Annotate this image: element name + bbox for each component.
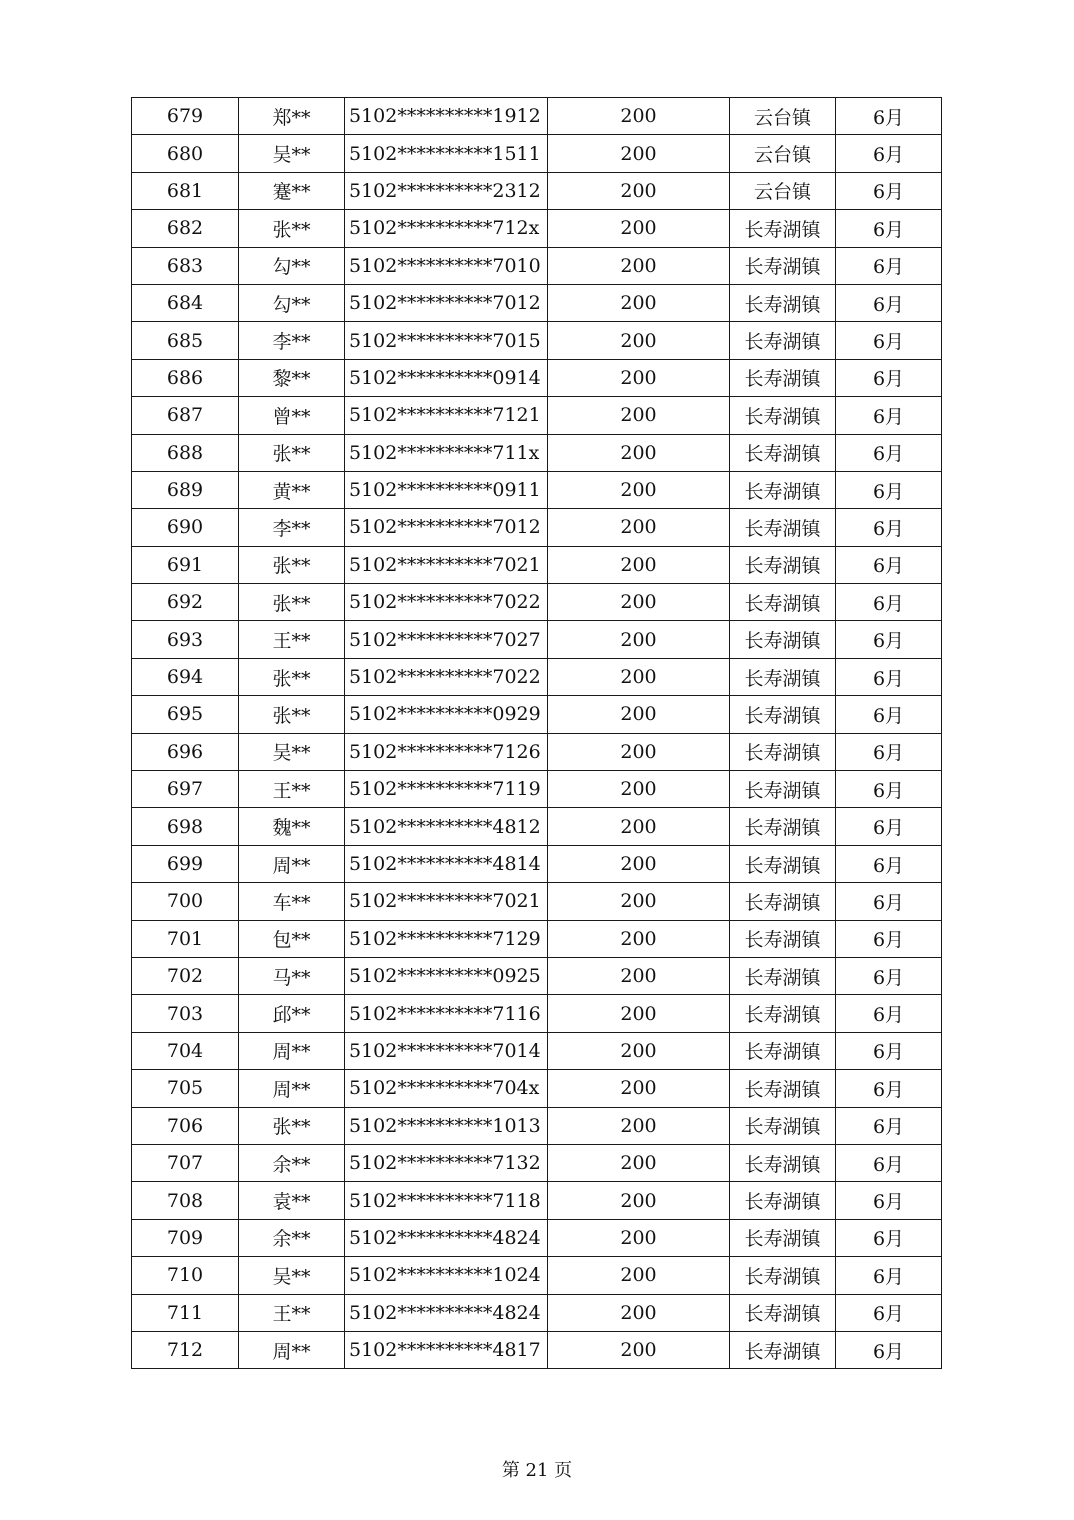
cell-index: 706 [132, 1107, 239, 1144]
cell-name: 王** [239, 621, 345, 658]
cell-name: 勾** [239, 247, 345, 284]
cell-id-number: 5102**********7126 [345, 733, 548, 770]
cell-index: 711 [132, 1294, 239, 1331]
cell-town: 长寿湖镇 [730, 1107, 836, 1144]
cell-town: 长寿湖镇 [730, 509, 836, 546]
cell-town: 长寿湖镇 [730, 546, 836, 583]
cell-town: 长寿湖镇 [730, 1070, 836, 1107]
cell-amount: 200 [548, 957, 730, 994]
cell-index: 685 [132, 322, 239, 359]
cell-amount: 200 [548, 135, 730, 172]
cell-amount: 200 [548, 621, 730, 658]
cell-month: 6月 [836, 1257, 942, 1294]
table-row [132, 509, 942, 546]
cell-month: 6月 [836, 995, 942, 1032]
cell-amount: 200 [548, 733, 730, 770]
cell-amount: 200 [548, 920, 730, 957]
cell-id-number: 5102**********7014 [345, 1032, 548, 1069]
cell-town: 长寿湖镇 [730, 845, 836, 882]
cell-index: 698 [132, 808, 239, 845]
cell-town: 云台镇 [730, 172, 836, 209]
cell-amount: 200 [548, 995, 730, 1032]
table-row [132, 247, 942, 284]
cell-amount: 200 [548, 284, 730, 321]
cell-index: 705 [132, 1070, 239, 1107]
cell-name: 余** [239, 1219, 345, 1256]
cell-town: 长寿湖镇 [730, 957, 836, 994]
cell-town: 长寿湖镇 [730, 434, 836, 471]
cell-index: 710 [132, 1257, 239, 1294]
cell-amount: 200 [548, 1219, 730, 1256]
table-row [132, 621, 942, 658]
table-row [132, 359, 942, 396]
cell-id-number: 5102**********712x [345, 210, 548, 247]
cell-town: 长寿湖镇 [730, 771, 836, 808]
cell-month: 6月 [836, 957, 942, 994]
cell-index: 708 [132, 1182, 239, 1219]
cell-name: 周** [239, 1032, 345, 1069]
cell-index: 695 [132, 696, 239, 733]
cell-index: 682 [132, 210, 239, 247]
cell-id-number: 5102**********2312 [345, 172, 548, 209]
cell-month: 6月 [836, 509, 942, 546]
cell-id-number: 5102**********4824 [345, 1294, 548, 1331]
cell-month: 6月 [836, 883, 942, 920]
data-table [131, 97, 942, 1369]
cell-name: 车** [239, 883, 345, 920]
cell-name: 马** [239, 957, 345, 994]
cell-id-number: 5102**********7118 [345, 1182, 548, 1219]
cell-id-number: 5102**********4812 [345, 808, 548, 845]
table-row [132, 845, 942, 882]
cell-town: 长寿湖镇 [730, 1219, 836, 1256]
cell-index: 686 [132, 359, 239, 396]
table-row [132, 1032, 942, 1069]
table-row [132, 1107, 942, 1144]
cell-name: 袁** [239, 1182, 345, 1219]
cell-id-number: 5102**********711x [345, 434, 548, 471]
cell-amount: 200 [548, 397, 730, 434]
cell-name: 张** [239, 1107, 345, 1144]
cell-amount: 200 [548, 1070, 730, 1107]
cell-month: 6月 [836, 135, 942, 172]
table-row [132, 1257, 942, 1294]
cell-name: 蹇** [239, 172, 345, 209]
cell-town: 长寿湖镇 [730, 1294, 836, 1331]
cell-id-number: 5102**********7010 [345, 247, 548, 284]
cell-index: 696 [132, 733, 239, 770]
cell-index: 688 [132, 434, 239, 471]
cell-index: 694 [132, 658, 239, 695]
cell-town: 长寿湖镇 [730, 1144, 836, 1181]
cell-id-number: 5102**********4817 [345, 1331, 548, 1368]
cell-index: 704 [132, 1032, 239, 1069]
data-table-container [131, 97, 942, 1369]
cell-town: 长寿湖镇 [730, 658, 836, 695]
cell-name: 张** [239, 434, 345, 471]
cell-id-number: 5102**********7022 [345, 658, 548, 695]
cell-month: 6月 [836, 808, 942, 845]
cell-index: 693 [132, 621, 239, 658]
cell-index: 701 [132, 920, 239, 957]
cell-amount: 200 [548, 247, 730, 284]
cell-id-number: 5102**********0925 [345, 957, 548, 994]
cell-name: 吴** [239, 733, 345, 770]
cell-town: 长寿湖镇 [730, 210, 836, 247]
cell-town: 长寿湖镇 [730, 995, 836, 1032]
table-row [132, 584, 942, 621]
cell-name: 包** [239, 920, 345, 957]
cell-index: 687 [132, 397, 239, 434]
table-row [132, 658, 942, 695]
cell-id-number: 5102**********7116 [345, 995, 548, 1032]
cell-name: 勾** [239, 284, 345, 321]
cell-town: 长寿湖镇 [730, 808, 836, 845]
cell-town: 长寿湖镇 [730, 920, 836, 957]
table-row [132, 920, 942, 957]
table-row [132, 172, 942, 209]
cell-month: 6月 [836, 1219, 942, 1256]
cell-amount: 200 [548, 509, 730, 546]
cell-index: 700 [132, 883, 239, 920]
cell-index: 707 [132, 1144, 239, 1181]
table-row [132, 883, 942, 920]
table-row [132, 808, 942, 845]
cell-amount: 200 [548, 210, 730, 247]
cell-index: 712 [132, 1331, 239, 1368]
cell-id-number: 5102**********4824 [345, 1219, 548, 1256]
cell-town: 云台镇 [730, 98, 836, 135]
cell-amount: 200 [548, 1182, 730, 1219]
cell-id-number: 5102**********0911 [345, 471, 548, 508]
cell-amount: 200 [548, 845, 730, 882]
cell-month: 6月 [836, 359, 942, 396]
cell-id-number: 5102**********7015 [345, 322, 548, 359]
cell-id-number: 5102**********7132 [345, 1144, 548, 1181]
cell-month: 6月 [836, 920, 942, 957]
cell-month: 6月 [836, 434, 942, 471]
cell-amount: 200 [548, 1032, 730, 1069]
cell-id-number: 5102**********7027 [345, 621, 548, 658]
cell-name: 吴** [239, 135, 345, 172]
page-number: 第 21 页 [501, 1460, 573, 1481]
cell-town: 长寿湖镇 [730, 733, 836, 770]
cell-amount: 200 [548, 1257, 730, 1294]
table-row [132, 322, 942, 359]
cell-index: 709 [132, 1219, 239, 1256]
cell-name: 李** [239, 509, 345, 546]
cell-month: 6月 [836, 322, 942, 359]
cell-name: 魏** [239, 808, 345, 845]
cell-month: 6月 [836, 172, 942, 209]
cell-id-number: 5102**********7022 [345, 584, 548, 621]
table-row [132, 696, 942, 733]
cell-month: 6月 [836, 771, 942, 808]
cell-amount: 200 [548, 98, 730, 135]
cell-amount: 200 [548, 1294, 730, 1331]
cell-town: 长寿湖镇 [730, 322, 836, 359]
cell-id-number: 5102**********1024 [345, 1257, 548, 1294]
cell-amount: 200 [548, 172, 730, 209]
cell-amount: 200 [548, 771, 730, 808]
cell-month: 6月 [836, 1032, 942, 1069]
table-row [132, 471, 942, 508]
cell-name: 王** [239, 771, 345, 808]
cell-town: 长寿湖镇 [730, 359, 836, 396]
cell-name: 张** [239, 546, 345, 583]
cell-town: 长寿湖镇 [730, 1032, 836, 1069]
cell-amount: 200 [548, 883, 730, 920]
cell-town: 长寿湖镇 [730, 584, 836, 621]
cell-name: 黎** [239, 359, 345, 396]
cell-id-number: 5102**********7012 [345, 509, 548, 546]
table-row [132, 98, 942, 135]
cell-index: 699 [132, 845, 239, 882]
cell-month: 6月 [836, 546, 942, 583]
cell-name: 周** [239, 845, 345, 882]
cell-index: 703 [132, 995, 239, 1032]
cell-index: 683 [132, 247, 239, 284]
cell-town: 云台镇 [730, 135, 836, 172]
cell-month: 6月 [836, 733, 942, 770]
cell-amount: 200 [548, 808, 730, 845]
cell-amount: 200 [548, 434, 730, 471]
cell-id-number: 5102**********0929 [345, 696, 548, 733]
table-row [132, 733, 942, 770]
cell-name: 周** [239, 1331, 345, 1368]
table-row [132, 1331, 942, 1368]
table-row [132, 1294, 942, 1331]
table-row [132, 1219, 942, 1256]
table-row [132, 210, 942, 247]
cell-town: 长寿湖镇 [730, 1257, 836, 1294]
cell-index: 680 [132, 135, 239, 172]
cell-index: 684 [132, 284, 239, 321]
cell-name: 张** [239, 658, 345, 695]
cell-index: 679 [132, 98, 239, 135]
cell-name: 张** [239, 210, 345, 247]
cell-name: 李** [239, 322, 345, 359]
cell-index: 702 [132, 957, 239, 994]
cell-name: 吴** [239, 1257, 345, 1294]
cell-id-number: 5102**********7119 [345, 771, 548, 808]
cell-amount: 200 [548, 471, 730, 508]
cell-name: 曾** [239, 397, 345, 434]
cell-month: 6月 [836, 397, 942, 434]
cell-town: 长寿湖镇 [730, 284, 836, 321]
cell-month: 6月 [836, 1331, 942, 1368]
cell-town: 长寿湖镇 [730, 1182, 836, 1219]
cell-amount: 200 [548, 322, 730, 359]
cell-index: 692 [132, 584, 239, 621]
cell-month: 6月 [836, 284, 942, 321]
cell-town: 长寿湖镇 [730, 621, 836, 658]
cell-index: 690 [132, 509, 239, 546]
table-row [132, 434, 942, 471]
cell-index: 689 [132, 471, 239, 508]
cell-month: 6月 [836, 696, 942, 733]
cell-month: 6月 [836, 1182, 942, 1219]
cell-amount: 200 [548, 696, 730, 733]
table-row [132, 957, 942, 994]
table-row [132, 1070, 942, 1107]
cell-name: 张** [239, 696, 345, 733]
cell-amount: 200 [548, 1144, 730, 1181]
cell-id-number: 5102**********7021 [345, 546, 548, 583]
cell-name: 张** [239, 584, 345, 621]
table-row [132, 771, 942, 808]
cell-amount: 200 [548, 359, 730, 396]
cell-town: 长寿湖镇 [730, 1331, 836, 1368]
cell-month: 6月 [836, 658, 942, 695]
cell-id-number: 5102**********7012 [345, 284, 548, 321]
cell-town: 长寿湖镇 [730, 471, 836, 508]
table-row [132, 397, 942, 434]
table-row [132, 995, 942, 1032]
cell-amount: 200 [548, 584, 730, 621]
table-body [132, 98, 942, 1369]
cell-month: 6月 [836, 210, 942, 247]
cell-name: 邱** [239, 995, 345, 1032]
cell-name: 郑** [239, 98, 345, 135]
cell-month: 6月 [836, 1070, 942, 1107]
cell-month: 6月 [836, 98, 942, 135]
cell-id-number: 5102**********1912 [345, 98, 548, 135]
cell-index: 697 [132, 771, 239, 808]
cell-month: 6月 [836, 1107, 942, 1144]
cell-amount: 200 [548, 1331, 730, 1368]
cell-name: 黄** [239, 471, 345, 508]
cell-month: 6月 [836, 1294, 942, 1331]
cell-id-number: 5102**********1013 [345, 1107, 548, 1144]
cell-month: 6月 [836, 471, 942, 508]
cell-amount: 200 [548, 1107, 730, 1144]
cell-month: 6月 [836, 1144, 942, 1181]
table-row [132, 284, 942, 321]
cell-id-number: 5102**********0914 [345, 359, 548, 396]
table-row [132, 135, 942, 172]
cell-index: 681 [132, 172, 239, 209]
cell-month: 6月 [836, 621, 942, 658]
table-row [132, 1144, 942, 1181]
cell-id-number: 5102**********4814 [345, 845, 548, 882]
table-row [132, 546, 942, 583]
table-row [132, 1182, 942, 1219]
cell-town: 长寿湖镇 [730, 247, 836, 284]
cell-id-number: 5102**********7121 [345, 397, 548, 434]
cell-amount: 200 [548, 658, 730, 695]
cell-index: 691 [132, 546, 239, 583]
cell-amount: 200 [548, 546, 730, 583]
cell-town: 长寿湖镇 [730, 883, 836, 920]
cell-month: 6月 [836, 845, 942, 882]
cell-id-number: 5102**********1511 [345, 135, 548, 172]
cell-name: 王** [239, 1294, 345, 1331]
cell-id-number: 5102**********7021 [345, 883, 548, 920]
cell-town: 长寿湖镇 [730, 696, 836, 733]
cell-name: 周** [239, 1070, 345, 1107]
cell-id-number: 5102**********704x [345, 1070, 548, 1107]
cell-month: 6月 [836, 584, 942, 621]
cell-id-number: 5102**********7129 [345, 920, 548, 957]
cell-town: 长寿湖镇 [730, 397, 836, 434]
cell-name: 余** [239, 1144, 345, 1181]
cell-month: 6月 [836, 247, 942, 284]
